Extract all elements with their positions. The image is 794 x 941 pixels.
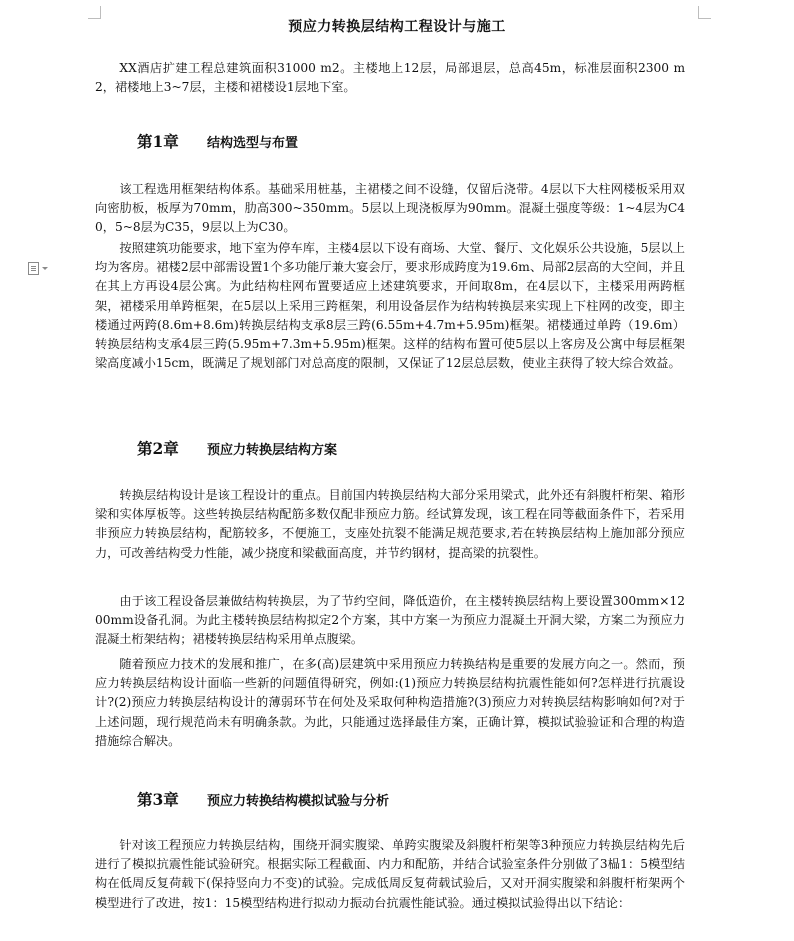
- chapter-name: 结构选型与布置: [207, 136, 299, 151]
- chapter-2-paragraph-2: 由于该工程设备层兼做结构转换层，为了节约空间，降低造价，在主楼转换层结构上要设置300mm×1200mm设备孔洞。为此主楼转换层结构拟定2个方案，其中方案一为预应力混凝土开洞大梁，方案二为预应力混凝土桁架结构；裙楼转换层结构采用单点腹梁。: [95, 594, 685, 647]
- chapter-1-heading: [137, 130, 298, 152]
- document-menu[interactable]: [28, 262, 48, 275]
- chapter-3-paragraph-1: 针对该工程预应力转换层结构，围绕开洞实腹梁、单跨实腹梁及斜腹杆桁架等3种预应力转换层结构先后进行了模拟抗震性能试验研究。根据实际工程截面、内力和配筋，并结合试验室条件分别做了3榀1：5模型结构在低周反复荷载下(保持竖向力不变)的试验。完成低周反复荷载试验后，又对开洞实腹梁和斜腹杆桁架两个模型进行了改进，按1：15模型结构进行拟动力振动台抗震性能试验。通过模拟试验得出以下结论：: [95, 838, 685, 910]
- chapter-name: 预应力转换结构模拟试验与分析: [207, 794, 390, 809]
- chapter-3-heading: [137, 788, 389, 810]
- document-icon: [28, 262, 39, 275]
- chapter-2-paragraph-3: 随着预应力技术的发展和推广，在多(高)层建筑中采用预应力转换结构是重要的发展方向之一。然而，预应力转换层结构设计面临一些新的问题值得研究，例如:(1)预应力转换层结构抗震性能如何?怎样进行抗震设计?(2)预应力转换层结构设计的薄弱环节在何处及采取何种构造措施?(3)预应力对转换层结构影响如何?对于上述问题，现行规范尚未有明确条款。为此，只能通过选择最佳方案，正确计算，模拟试验验证和合理的构造措施综合解决。: [95, 657, 685, 748]
- chapter-1-paragraph-2: 按照建筑功能要求，地下室为停车库，主楼4层以下设有商场、大堂、餐厅、文化娱乐公共设施，5层以上均为客房。裙楼2层中部需设置1个多功能厅兼大宴会厅，要求形成跨度为19.6m、局部2层高的大空间，并且在其上方再设4层公寓。为此结构柱网布置要适应上述建筑要求，开间取8m，在4层以下，主楼采用两跨框架，裙楼采用单跨框架，在5层以上采用三跨框架，利用设备层作为结构转换层来实现上下柱网的改变，即主楼通过两跨(8.6m+8.6m)转换层结构支承8层三跨(6.55m+4.7m+5.95m)框架。裙楼通过单跨（19.6m）转换层结构支承4层三跨(5.95m+7.3m+5.95m)框架。这样的结构布置可使5层以上客房及公寓中每层框架梁高度减小15cm，既满足了规划部门对总高度的限制，又保证了12层总层数，使业主获得了较大综合效益。: [95, 241, 685, 371]
- document-title: 预应力转换层结构工程设计与施工: [288, 19, 506, 35]
- chapter-name: 预应力转换层结构方案: [207, 443, 338, 458]
- caret-down-icon: [42, 267, 48, 270]
- chapter-2-paragraph-1: 转换层结构设计是该工程设计的重点。目前国内转换层结构大部分采用梁式，此外还有斜腹杆桁架、箱形梁和实体厚板等。这些转换层结构配筋多数仅配非预应力筋。经试算发现，该工程在同等截面条件下，若采用非预应力转换层结构，配筋较多，不便施工，支座处抗裂不能满足规范要求,若在转换层结构上施加部分预应力，可改善结构受力性能，减少挠度和梁截面高度，并节约钢材，提高梁的抗裂性。: [95, 488, 685, 560]
- chapter-number: 第1章: [137, 132, 179, 151]
- chapter-number: 第2章: [137, 439, 179, 458]
- intro-paragraph: XX酒店扩建工程总建筑面积31000 m2。主楼地上12层，局部退层，总高45m，标准层面积2300 m2，裙楼地上3~7层，主楼和裙楼设1层地下室。: [95, 61, 685, 95]
- chapter-1-paragraph-1: 该工程选用框架结构体系。基础采用桩基，主裙楼之间不设缝，仅留后浇带。4层以下大柱网楼板采用双向密肋板，板厚为70mm，肋高300~350mm。5层以上现浇板厚为90mm。混凝土强度等级：1~4层为C40，5~8层为C35，9层以上为C30。: [95, 182, 685, 235]
- chapter-number: 第3章: [137, 790, 179, 809]
- chapter-2-heading: [137, 437, 337, 459]
